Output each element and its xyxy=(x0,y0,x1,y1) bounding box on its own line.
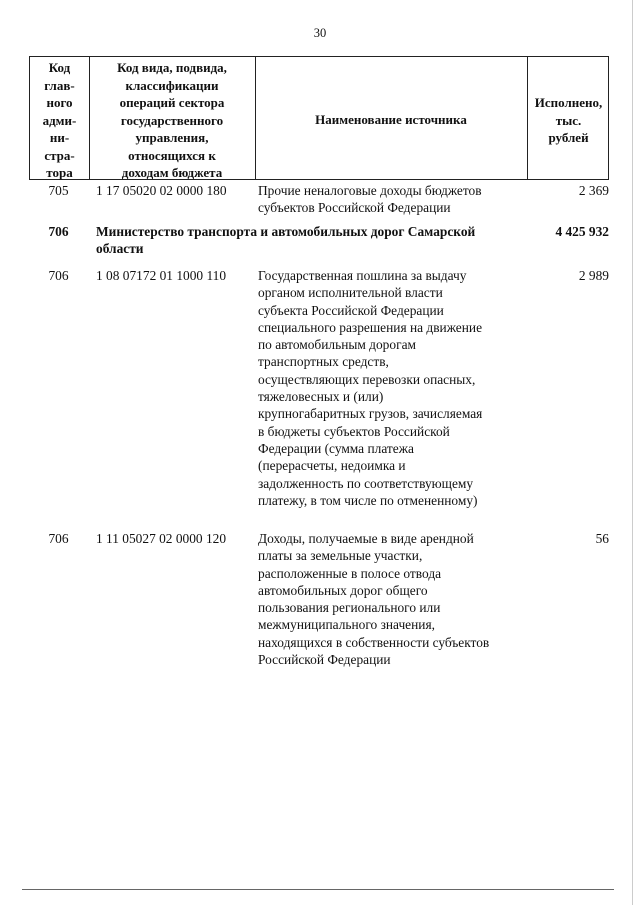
source-name: Доходы, получаемые в виде арендной платы за земельные участки, расположенные в полосе отвода автомобильных дорог общего пользования регионального или межмуниципального значения, находящихся в собственности субъектов Российской Федерации xyxy=(258,531,490,668)
header-kbk-code: Код вида, подвида, классификации операций сектора государственного управления, относящихся к доходам бюджета xyxy=(117,60,227,180)
amount: 56 xyxy=(595,531,609,546)
kbk-code: 1 17 05020 02 0000 180 xyxy=(96,183,227,198)
table-header xyxy=(29,56,609,180)
admin-code: 705 xyxy=(48,183,69,198)
kbk-code: 1 08 07172 01 1000 110 xyxy=(96,268,227,283)
admin-code: 706 xyxy=(48,224,69,239)
amount: 4 425 932 xyxy=(555,224,609,239)
kbk-code: 1 11 05027 02 0000 120 xyxy=(96,531,227,546)
admin-code: 706 xyxy=(48,531,69,546)
source-name: Государственная пошлина за выдачу органом исполнительной власти субъекта Российской Федерации специального разрешения на движение по автомобильным дорогам транспортных средств, осуществляющих перевозки опасных, тяжеловесных и (или) крупногабаритных грузов, зачисляемая в бюджеты субъектов Российской Федерации (сумма платежа (перерасчеты, недоимка и задолженность по соответствующему платежу, в том числе по отмененному) xyxy=(258,268,483,508)
amount: 2 369 xyxy=(578,183,609,198)
page-number: 30 xyxy=(313,26,327,40)
scan-edge-line xyxy=(632,0,633,905)
header-admin-code: Код глав- ного адми- ни- стра- тора xyxy=(42,60,77,180)
header-amount: Исполнено, тыс. рублей xyxy=(534,95,603,145)
source-name: Прочие неналоговые доходы бюджетов субъектов Российской Федерации xyxy=(258,183,482,216)
admin-code: 706 xyxy=(48,268,69,283)
ministry-name: Министерство транспорта и автомобильных дорог Самарской области xyxy=(96,224,476,257)
header-source-name: Наименование источника xyxy=(315,112,467,127)
amount: 2 989 xyxy=(578,268,609,283)
scan-edge-line xyxy=(22,889,614,890)
